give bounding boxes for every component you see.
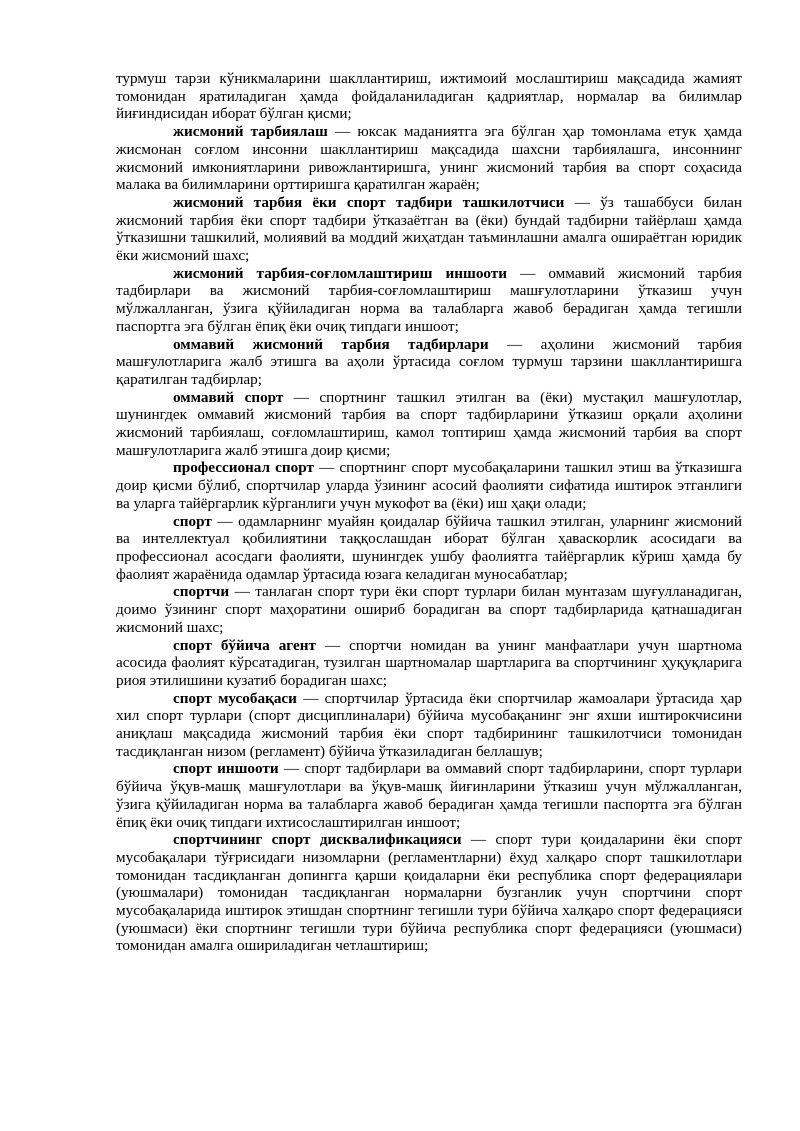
definition-text: — оммавий жисмоний тарбия тадбирлари ва жисмоний тарбия-соғломлаштириш машғулотларини ўтказиш учун мўлжалланган, ўзига қўйиладиган норма ва талабларга жавоб берадиган ҳамда тегишли паспортга эга бўлган ёпиқ ёки очиқ типдаги иншоот; xyxy=(116,264,742,335)
definition-text: — спортнинг спорт мусобақаларини ташкил этиш ва ўтказишга доир қисми бўлиб, спортчилар уларда ўзининг асосий фаолияти сифатида иштирок этганлиги ва уларга тайёргарлик кўрганлиги учун мукофот ва (ёки) иш ҳақи олади; xyxy=(116,459,743,512)
definition-term: жисмоний тарбиялаш xyxy=(173,123,328,141)
definition-paragraph xyxy=(116,690,742,761)
definition-term: жисмоний тарбия ёки спорт тадбири ташкилотчиси xyxy=(173,193,565,211)
definitions-list xyxy=(116,123,742,955)
definition-paragraph xyxy=(116,760,742,831)
definition-paragraph xyxy=(116,831,742,955)
definition-text: — танлаган спорт тури ёки спорт турлари билан мунтазам шуғулланадиган, доимо ўзининг спорт маҳоратини ошириб борадиган ва спорт тадбирларида қатнашадиган жисмоний шахс; xyxy=(116,583,742,636)
definition-text: — спорт тури қоидаларини ёки спорт мусобақалари тўғрисидаги низомларни (регламентларни) ёхуд халқаро спорт ташкилотлари томонидан тасдиқланган допингга қарши қоидаларни ёки республика спорт федерациялари (уюшмалари) томонидан тасдиқланган нормаларни бузганлик учун спортчини спорт мусобақаларида иштирок этишдан спортнинг тегишли тури бўйича халқаро спорт федерацияси (уюшмаси) ёки спортнинг тегишли тури бўйича республика спорт федерацияси (уюшмаси) томонидан амалга ошириладиган четлаштириш; xyxy=(116,831,742,955)
intro-paragraph: турмуш тарзи кўникмаларини шакллантириш, ижтимоий мослаштириш мақсадида жамият томонидан яратиладиган ҳамда фойдаланиладиган қадриятлар, нормалар ва билимлар йиғиндисидан иборат бўлган қисми; xyxy=(116,70,742,123)
definition-term: оммавий жисмоний тарбия тадбирлари xyxy=(173,335,489,353)
definition-term: профессионал спорт xyxy=(173,459,314,477)
definition-paragraph xyxy=(116,336,742,389)
definition-paragraph xyxy=(116,194,742,265)
definition-text: — спортчи номидан ва унинг манфаатлари учун шартнома асосида фаолият кўрсатадиган, тузилган шартномалар шартларига ва спортчининг ҳуқуқларига риоя этилишини кузатиб борадиган шахс; xyxy=(116,636,742,689)
definition-paragraph xyxy=(116,265,742,336)
definition-text: — юксак маданиятга эга бўлган ҳар томонлама етук ҳамда жисмонан соғлом инсонни шакллантириш мақсадида шахсни тарбиялашга, инсоннинг жисмоний имкониятларини ривожлантиришга, унинг жисмоний тарбия ва спорт соҳасида малака ва билимларини орттиришга қаратилган жараён; xyxy=(116,123,742,194)
definition-text: — ўз ташаббуси билан жисмоний тарбия ёки спорт тадбири ўтказаётган ва (ёки) бундай тадбирни тайёрлаш ҳамда ўтказишни ташкилий, молиявий ва моддий жиҳатдан таъминлашни амалга ошираётган юридик ёки жисмоний шахс; xyxy=(116,193,743,265)
definition-text: — спортчилар ўртасида ёки спортчилар жамоалари ўртасида ҳар хил спорт турлари (спорт дисциплиналари) бўйича мусобақанинг энг яхши иштирокчисини аниқлаш мақсадида жисмоний тарбия ёки спорт тадбирининг ташкилотчиси томонидан тасдиқланган низом (регламент) бўйича ўтказиладиган беллашув; xyxy=(116,689,742,760)
definition-text: — спортнинг ташкил этилган ва (ёки) мустақил машғулотлар, шунингдек оммавий жисмоний тарбия ва спорт тадбирларини ўтказиш орқали аҳолини жисмоний тарбиялаш, соғломлаштириш, камол топтириш ҳамда жисмоний тарбия ва спорт машғулотларига жалб этишга доир қисми; xyxy=(116,388,742,459)
definition-paragraph xyxy=(116,459,742,512)
definition-paragraph xyxy=(116,389,742,460)
definition-term: спорт иншооти xyxy=(173,760,279,778)
definition-term: спорт бўйича агент xyxy=(173,636,316,654)
definition-paragraph xyxy=(116,123,742,194)
definition-term: спорт мусобақаси xyxy=(173,689,297,707)
definition-term: жисмоний тарбия-соғломлаштириш иншооти xyxy=(173,264,508,282)
definition-paragraph xyxy=(116,583,742,636)
definition-term: оммавий спорт xyxy=(173,388,284,406)
definition-text: — аҳолини жисмоний тарбия машғулотларига жалб этишга ва аҳоли ўртасида соғлом турмуш тарзини шакллантиришга қаратилган тадбирлар; xyxy=(116,335,742,388)
definition-paragraph xyxy=(116,513,742,584)
definition-term: спортчининг спорт дисквалификацияси xyxy=(173,831,462,849)
definition-paragraph xyxy=(116,637,742,690)
definition-text: — одамларнинг муайян қоидалар бўйича ташкил этилган, уларнинг жисмоний ва интеллектуал қобилиятини таққослашдан иборат бўлган ҳаваскорлик асосидаги ва профессионал асосдаги фаолияти, шунингдек ушбу фаолиятга тайёргарлик кўриш ҳамда бу фаолият жараёнида одамлар ўртасида юзага келадиган муносабатлар; xyxy=(116,512,742,583)
definition-term: спорт xyxy=(173,512,212,530)
definition-term: спортчи xyxy=(173,583,230,601)
document-page xyxy=(116,70,742,955)
definition-text: — спорт тадбирлари ва оммавий спорт тадбирларини, спорт турлари бўйича ўқув-машқ машғулотлари ва ўқув-машқ йиғинларини ўтказиш учун мўлжалланган, ўзига қўйиладиган норма ва талабларга жавоб берадиган ҳамда тегишли паспортга эга бўлган ёпиқ ёки очиқ типдаги ихтисослаштирилган иншоот; xyxy=(116,760,742,831)
